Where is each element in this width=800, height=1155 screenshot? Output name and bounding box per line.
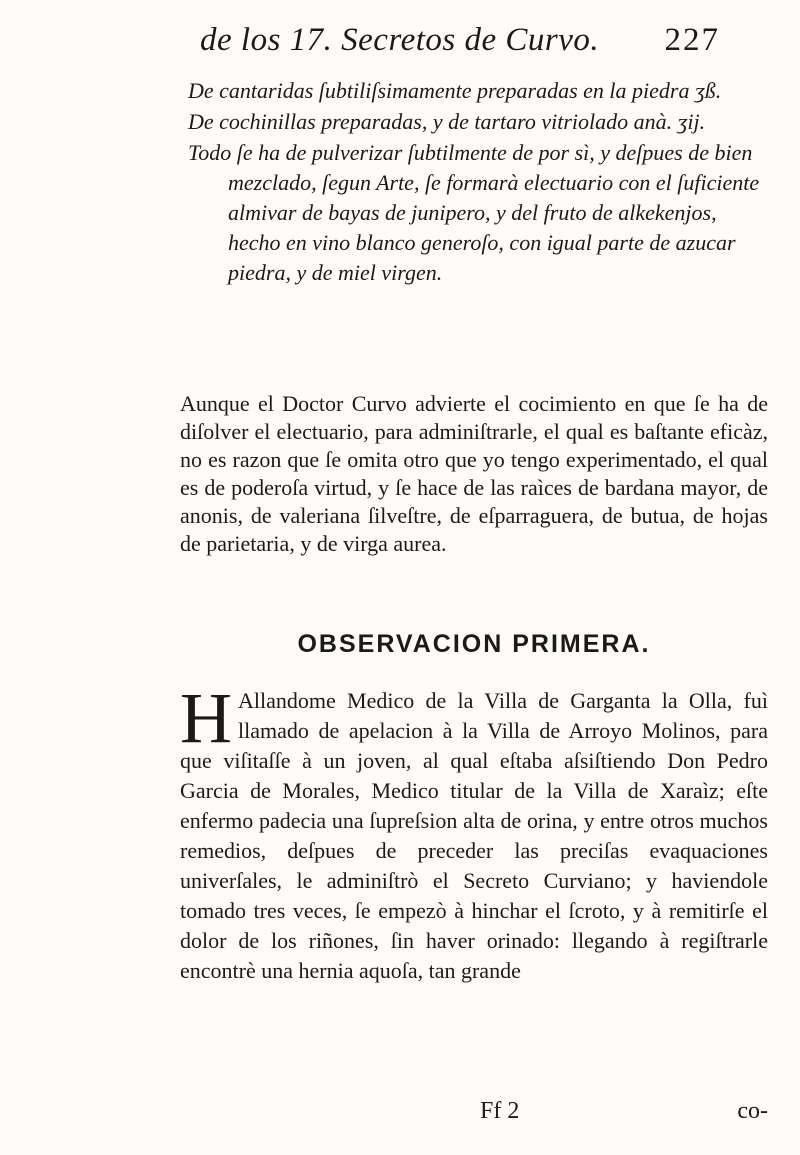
- drop-cap: H: [180, 678, 232, 758]
- paragraph-text: Allandome Medico de la Villa de Garganta la Olla, fuì llamado de apelacion à la Villa de Arroyo Molinos, para que viſitaſſe à un joven, al qual eſtaba aſsiſtiendo Don Pedro Garcia de Morales, Medico titular de la Villa de Xaraìz; eſte enfermo padecia una ſupreſsion alta de orina, y entre otros muchos remedios, deſpues de preceder las preciſas evaquaciones univerſales, le adminiſtrò el Secreto Curviano; y haviendole tomado tres veces, ſe empezò à hinchar el ſcroto, y à remitirſe el dolor de los riñones, ſin haver orinado: llegando à regiſtrarle encontrè una hernia aquoſa, tan grande: [180, 688, 768, 983]
- paragraph-observation: [180, 678, 768, 986]
- recipe-line: De cochinillas preparadas, y de tartaro vitriolado anà. ʒij.: [188, 109, 706, 134]
- recipe-line: Todo ſe ha de pulverizar ſubtilmente de por sì, y deſpues de bien mezclado, ſegun Arte, ſe formarà electuario con el ſuficiente almivar de bayas de junipero, y del fruto de alkekenjos, hecho en vino blanco generoſo, con igual parte de azucar piedra, y de miel virgen.: [188, 140, 760, 285]
- recipe-block: [188, 76, 768, 289]
- running-title: de los 17. Secretos de Curvo.: [200, 22, 600, 58]
- signature-mark: Ff 2: [480, 1098, 520, 1124]
- page-header: [200, 14, 720, 66]
- recipe-line: De cantaridas ſubtiliſsimamente preparadas en la piedra ʒß.: [188, 78, 722, 103]
- page-footer: [180, 1098, 768, 1132]
- paragraph-text: Aunque el Doctor Curvo advierte el cocimiento en que ſe ha de diſolver el electuario, para adminiſtrarle, el qual es baſtante eficàz, no es razon que ſe omita otro que yo tengo experimentado, el qual es de poderoſa virtud, y ſe hace de las raìces de bardana mayor, de anonis, de valeriana ſilveſtre, de eſparraguera, de butua, de hojas de parietaria, y de virga aurea.: [180, 391, 768, 556]
- section-heading: OBSERVACION PRIMERA.: [297, 630, 651, 658]
- page-number: 227: [664, 22, 720, 58]
- paragraph-commentary: [180, 390, 768, 558]
- catchword: co-: [737, 1098, 768, 1124]
